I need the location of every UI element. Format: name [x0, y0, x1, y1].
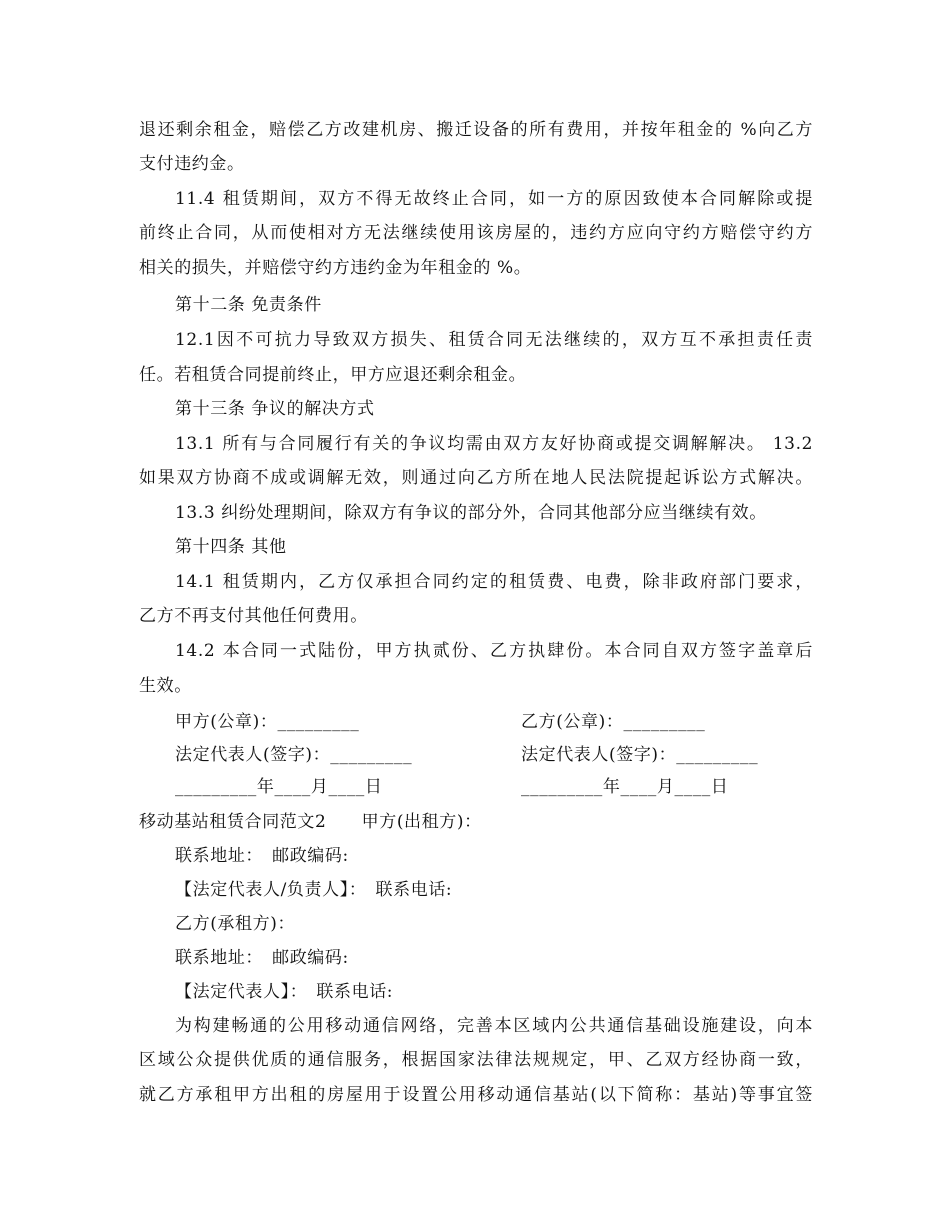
section-heading: 第十三条 争议的解决方式 — [175, 399, 375, 419]
text-line: 【法定代表人】： 联系电话: — [175, 982, 394, 1002]
text-line: 联系地址： 邮政编码: — [175, 948, 349, 968]
text-line: 乙方不再支付其他任何费用。 — [139, 606, 368, 626]
party-b-representative: 法定代表人(签字)：_________ — [521, 745, 759, 765]
party-a-date: _________年____月____日 — [175, 777, 383, 797]
text-line: 【法定代表人/负责人】： 联系电话: — [175, 880, 453, 900]
party-b-seal: 乙方(公章)：_________ — [521, 712, 706, 732]
section-heading: 第十四条 其他 — [175, 537, 287, 557]
text-line: 14.2 本合同一式陆份，甲方执贰份、乙方执肆份。本合同自双方签字盖章后 — [175, 641, 813, 661]
text-line: 区域公众提供优质的通信服务，根据国家法律法规规定，甲、乙双方经协商一致， — [139, 1050, 813, 1070]
party-a-seal: 甲方(公章)：_________ — [175, 712, 360, 732]
text-line: 11.4 租赁期间，双方不得无故终止合同，如一方的原因致使本合同解除或提 — [175, 189, 813, 209]
text-line: 前终止合同，从而使相对方无法继续使用该房屋的，违约方应向守约方赔偿守约方 — [139, 223, 813, 243]
text-line: 就乙方承租甲方出租的房屋用于设置公用移动通信基站(以下简称：基站)等事宜签 — [139, 1085, 813, 1105]
text-line: 12.1因不可抗力导致双方损失、租赁合同无法继续的，双方互不承担责任责 — [175, 330, 813, 350]
contract-title: 移动基站租赁合同范文2 甲方(出租方)： — [139, 812, 482, 832]
text-line: 任。若租赁合同提前终止，甲方应退还剩余租金。 — [139, 365, 527, 385]
text-line: 13.1 所有与合同履行有关的争议均需由双方友好协商或提交调解解决。 13.2 — [175, 434, 813, 454]
text-line: 支付违约金。 — [139, 154, 245, 174]
text-line: 14.1 租赁期内，乙方仅承担合同约定的租赁费、电费，除非政府部门要求， — [175, 572, 813, 592]
text-line: 乙方(承租方)： — [175, 914, 296, 934]
party-b-date: _________年____月____日 — [521, 777, 729, 797]
text-line: 为构建畅通的公用移动通信网络，完善本区域内公共通信基础设施建设，向本 — [175, 1016, 813, 1036]
text-line: 联系地址： 邮政编码: — [175, 846, 349, 866]
text-line: 退还剩余租金，赔偿乙方改建机房、搬迁设备的所有费用，并按年租金的 %向乙方 — [139, 120, 813, 140]
text-line: 生效。 — [139, 676, 192, 696]
text-line: 如果双方协商不成或调解无效，则通过向乙方所在地人民法院提起诉讼方式解决。 — [139, 468, 813, 488]
party-a-representative: 法定代表人(签字)：_________ — [175, 745, 413, 765]
section-heading: 第十二条 免责条件 — [175, 295, 322, 315]
text-line: 相关的损失，并赔偿守约方违约金为年租金的 %。 — [139, 258, 532, 278]
text-line: 13.3 纠纷处理期间，除双方有争议的部分外，合同其他部分应当继续有效。 — [175, 503, 767, 523]
